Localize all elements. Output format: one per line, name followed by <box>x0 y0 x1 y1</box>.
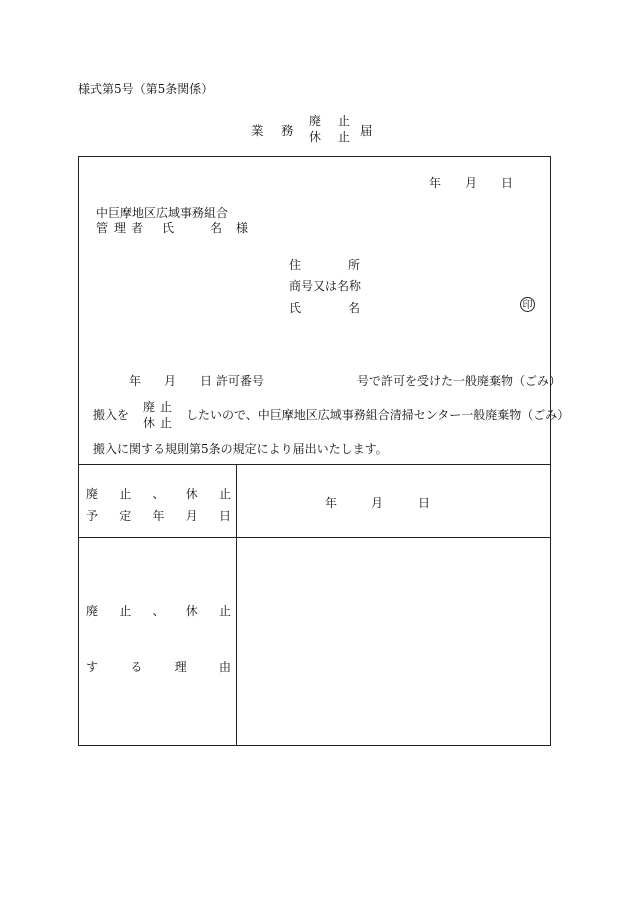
row1-day: 日 <box>418 496 431 510</box>
date-month: 月 <box>465 176 478 190</box>
addressee-role: 理 <box>114 221 127 235</box>
body-day-permit: 日 許可番号 <box>200 374 264 388</box>
body-choice-top: 廃 <box>143 400 156 414</box>
applicant-address-label: 所 <box>348 258 361 272</box>
applicant-name-label: 名 <box>348 301 361 315</box>
applicant-trade-name-label: 商号又は名称 <box>289 279 362 293</box>
addressee-role: 管 <box>96 221 109 235</box>
body-choice-bottom: 休 <box>143 416 156 430</box>
row1-label-top: 廃 止 、 休 止 <box>86 487 231 501</box>
row2-label-bottom: す る 理 由 <box>86 660 231 674</box>
body-closing: 搬入に関する規則第5条の規定により届出いたします。 <box>93 442 388 456</box>
body-year: 年 <box>129 374 142 388</box>
title-stack-top: 止 <box>338 114 351 128</box>
addressee-name-label: 名 <box>210 221 223 235</box>
form-number: 様式第5号（第5条関係） <box>78 82 214 96</box>
title-stack-bottom: 止 <box>338 130 351 144</box>
addressee-org: 中巨摩地区広域事務組合 <box>96 206 229 220</box>
body-carry-prefix: 搬入を <box>93 408 130 422</box>
row2-label-top: 廃 止 、 休 止 <box>86 604 231 618</box>
title-char: 業 <box>251 123 264 138</box>
addressee-role: 者 <box>131 221 144 235</box>
addressee-honorific: 様 <box>236 221 249 235</box>
body-permit-suffix: 号で許可を受けた一般廃棄物（ごみ） <box>357 374 562 388</box>
row1-month: 月 <box>371 496 384 510</box>
addressee-name-label: 氏 <box>162 221 175 235</box>
row1-year: 年 <box>325 496 338 510</box>
reason-field[interactable] <box>237 538 550 745</box>
date-year: 年 <box>429 176 442 190</box>
title-char: 務 <box>281 123 294 138</box>
title-stack-bottom: 休 <box>309 130 322 144</box>
seal-mark: 印 <box>520 297 535 312</box>
body-choice-top: 止 <box>160 400 173 414</box>
table-divider-top <box>78 464 551 465</box>
body-choice-bottom: 止 <box>160 416 173 430</box>
row1-label-bottom: 予 定 年 月 日 <box>86 509 231 523</box>
applicant-name-label: 氏 <box>289 301 302 315</box>
date-day: 日 <box>501 176 514 190</box>
body-carry-suffix: したいので、中巨摩地区広域事務組合清掃センター一般廃棄物（ごみ） <box>186 408 570 422</box>
title-stack-top: 廃 <box>309 114 322 128</box>
applicant-address-label: 住 <box>289 258 302 272</box>
body-month: 月 <box>164 374 177 388</box>
title-suffix: 届 <box>360 123 373 138</box>
